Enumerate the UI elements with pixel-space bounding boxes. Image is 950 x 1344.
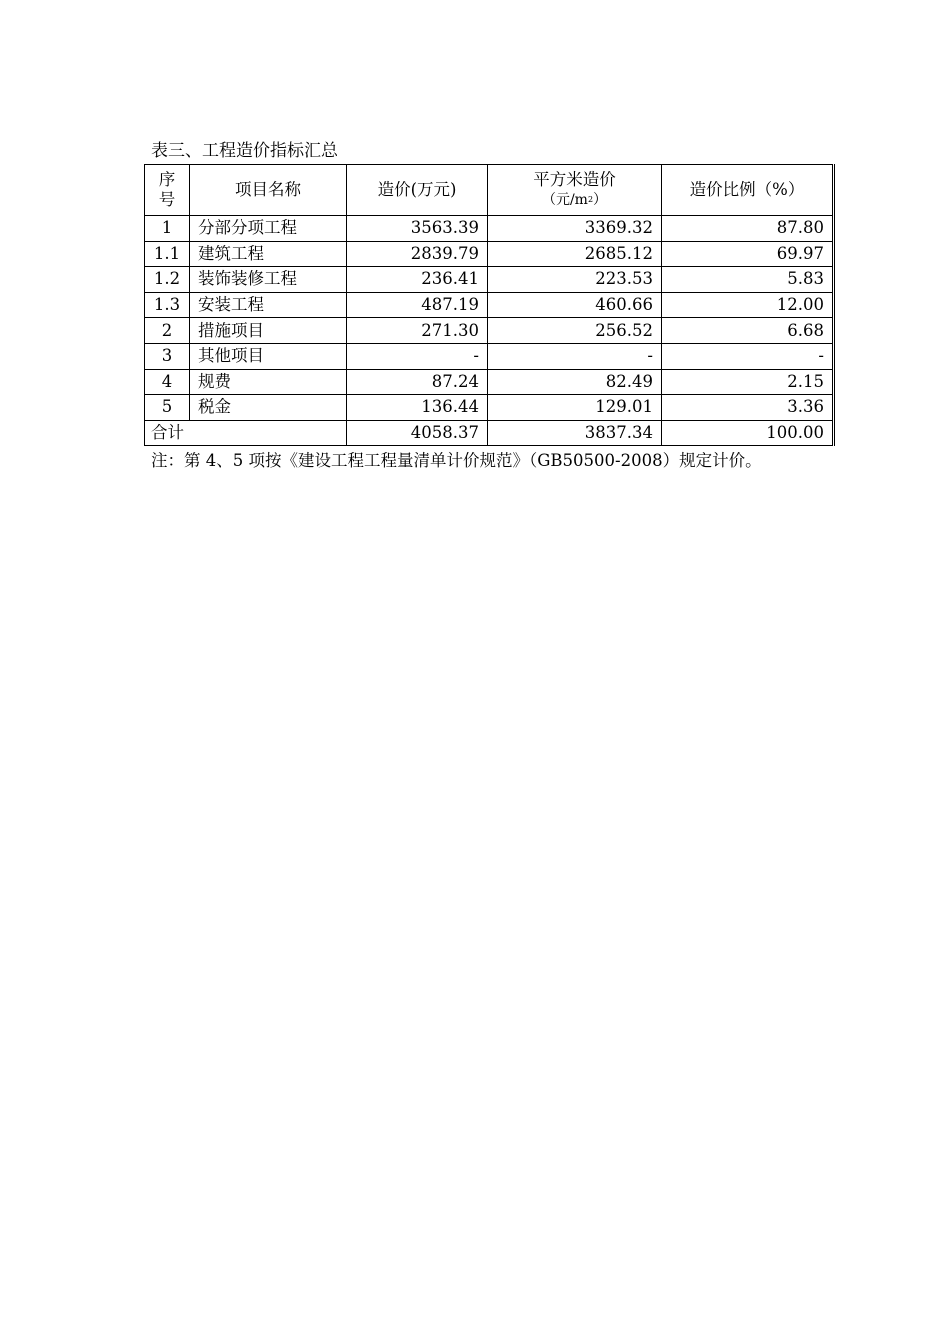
row-cost-ratio: 12.00 <box>662 292 834 318</box>
row-cost: 487.19 <box>347 292 488 318</box>
total-cost: 4058.37 <box>347 420 488 446</box>
row-item-name: 其他项目 <box>190 343 347 369</box>
table-row <box>145 318 834 344</box>
header-cost-per-sqm-line2 <box>492 190 657 210</box>
table-total-row <box>145 420 834 446</box>
row-item-name: 安装工程 <box>190 292 347 318</box>
row-item-name: 规费 <box>190 369 347 395</box>
row-cost-per-sqm: 3369.32 <box>488 216 662 242</box>
row-cost-ratio: 6.68 <box>662 318 834 344</box>
header-cost-per-sqm <box>488 165 662 216</box>
row-cost-ratio: 87.80 <box>662 216 834 242</box>
row-seq: 4 <box>145 369 190 395</box>
table-row <box>145 343 834 369</box>
header-item-name: 项目名称 <box>190 165 347 216</box>
row-seq: 1.3 <box>145 292 190 318</box>
row-cost-ratio: - <box>662 343 834 369</box>
cost-index-summary-table <box>144 164 835 446</box>
header-unit-open: （元/m <box>541 192 588 208</box>
header-seq <box>145 165 190 216</box>
header-cost: 造价(万元) <box>347 165 488 216</box>
total-cost-per-sqm: 3837.34 <box>488 420 662 446</box>
row-cost: 2839.79 <box>347 241 488 267</box>
row-cost: 87.24 <box>347 369 488 395</box>
table-row <box>145 267 834 293</box>
header-cost-per-sqm-line1: 平方米造价 <box>533 170 616 189</box>
row-cost-per-sqm: 256.52 <box>488 318 662 344</box>
header-seq-line2: 号 <box>158 190 176 209</box>
row-item-name: 装饰装修工程 <box>190 267 347 293</box>
row-cost: 3563.39 <box>347 216 488 242</box>
table-row <box>145 395 834 421</box>
row-seq: 3 <box>145 343 190 369</box>
row-cost-ratio: 69.97 <box>662 241 834 267</box>
table-header-row <box>145 165 834 216</box>
row-seq: 5 <box>145 395 190 421</box>
header-unit-close: ） <box>593 192 608 208</box>
row-cost-ratio: 5.83 <box>662 267 834 293</box>
row-seq: 1.1 <box>145 241 190 267</box>
row-seq: 1 <box>145 216 190 242</box>
row-item-name: 分部分项工程 <box>190 216 347 242</box>
header-unit-superscript: 2 <box>587 195 594 204</box>
row-item-name: 税金 <box>190 395 347 421</box>
total-cost-ratio: 100.00 <box>662 420 834 446</box>
row-seq: 1.2 <box>145 267 190 293</box>
table-caption: 表三、工程造价指标汇总 <box>151 141 338 161</box>
row-item-name: 建筑工程 <box>190 241 347 267</box>
row-seq: 2 <box>145 318 190 344</box>
row-cost-per-sqm: 460.66 <box>488 292 662 318</box>
header-cost-ratio: 造价比例（%） <box>662 165 834 216</box>
row-cost: 236.41 <box>347 267 488 293</box>
row-cost: 271.30 <box>347 318 488 344</box>
table-footnote: 注：第 4、5 项按《建设工程工程量清单计价规范》（GB50500-2008）规定计价。 <box>151 451 762 470</box>
row-cost-ratio: 3.36 <box>662 395 834 421</box>
table-row <box>145 216 834 242</box>
row-cost-per-sqm: 2685.12 <box>488 241 662 267</box>
row-cost-per-sqm: 129.01 <box>488 395 662 421</box>
row-cost-per-sqm: - <box>488 343 662 369</box>
row-cost: - <box>347 343 488 369</box>
table-row <box>145 292 834 318</box>
row-item-name: 措施项目 <box>190 318 347 344</box>
header-seq-line1: 序 <box>158 170 176 189</box>
table-row <box>145 241 834 267</box>
row-cost-ratio: 2.15 <box>662 369 834 395</box>
total-label: 合计 <box>145 420 347 446</box>
table-row <box>145 369 834 395</box>
row-cost-per-sqm: 82.49 <box>488 369 662 395</box>
row-cost: 136.44 <box>347 395 488 421</box>
row-cost-per-sqm: 223.53 <box>488 267 662 293</box>
